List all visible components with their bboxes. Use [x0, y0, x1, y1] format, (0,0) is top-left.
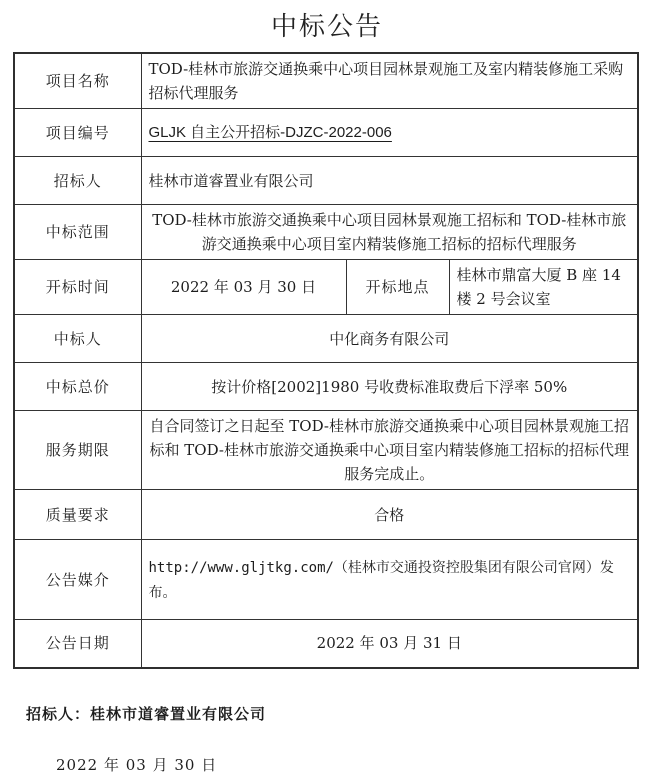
footer-date-line: 2022 年 03 月 30 日	[56, 755, 218, 774]
row-total-price	[14, 363, 638, 411]
winner-value: 中化商务有限公司	[141, 315, 638, 363]
tenderer-value: 桂林市道睿置业有限公司	[141, 157, 638, 205]
service-period-label: 服务期限	[14, 411, 141, 490]
footer-tenderer-line: 招标人：桂林市道睿置业有限公司	[26, 704, 267, 723]
row-project-number	[14, 109, 638, 157]
project-name-label: 项目名称	[14, 53, 141, 109]
quality-requirement-label: 质量要求	[14, 490, 141, 540]
row-announcement-date	[14, 620, 638, 668]
bid-opening-place-value: 桂林市鼎富大厦 B 座 14 楼 2 号会议室	[449, 260, 638, 315]
total-price-value: 按计价格[2002]1980 号收费标准取费后下浮率 50%	[141, 363, 638, 411]
row-quality-requirement	[14, 490, 638, 540]
bid-opening-place-label: 开标地点	[346, 260, 449, 315]
announcement-media-value: http://www.gljtkg.com/（桂林市交通投资控股集团有限公司官网）发布。	[148, 559, 614, 601]
row-bid-scope	[14, 205, 638, 260]
bid-scope-value: TOD-桂林市旅游交通换乘中心项目园林景观施工招标和 TOD-桂林市旅游交通换乘中心项目室内精装修施工招标的招标代理服务	[141, 205, 638, 260]
announcement-date-value: 2022 年 03 月 31 日	[141, 620, 638, 668]
service-period-value: 自合同签订之日起至 TOD-桂林市旅游交通换乘中心项目园林景观施工招标和 TOD-桂林市旅游交通换乘中心项目室内精装修施工招标的招标代理服务完成止。	[141, 411, 638, 490]
announcement-media-cell	[141, 540, 638, 620]
bid-opening-time-value: 2022 年 03 月 30 日	[141, 260, 346, 315]
project-number-value: GLJK 自主公开招标-DJZC-2022-006	[148, 124, 392, 141]
row-announcement-media	[14, 540, 638, 620]
announcement-date-label: 公告日期	[14, 620, 141, 668]
announcement-document	[0, 6, 654, 775]
quality-requirement-value: 合格	[141, 490, 638, 540]
project-number-label: 项目编号	[14, 109, 141, 157]
row-winner	[14, 315, 638, 363]
total-price-label: 中标总价	[14, 363, 141, 411]
winner-label: 中标人	[14, 315, 141, 363]
project-number-cell	[141, 109, 638, 157]
row-project-name	[14, 53, 638, 109]
project-name-value: TOD-桂林市旅游交通换乘中心项目园林景观施工及室内精装修施工采购招标代理服务	[141, 53, 638, 109]
row-bid-opening	[14, 260, 638, 315]
announcement-media-label: 公告媒介	[14, 540, 141, 620]
announcement-table	[13, 52, 639, 669]
row-tenderer	[14, 157, 638, 205]
row-service-period	[14, 411, 638, 490]
page-title: 中标公告	[270, 12, 383, 42]
tenderer-label: 招标人	[14, 157, 141, 205]
bid-opening-time-label: 开标时间	[14, 260, 141, 315]
bid-scope-label: 中标范围	[14, 205, 141, 260]
